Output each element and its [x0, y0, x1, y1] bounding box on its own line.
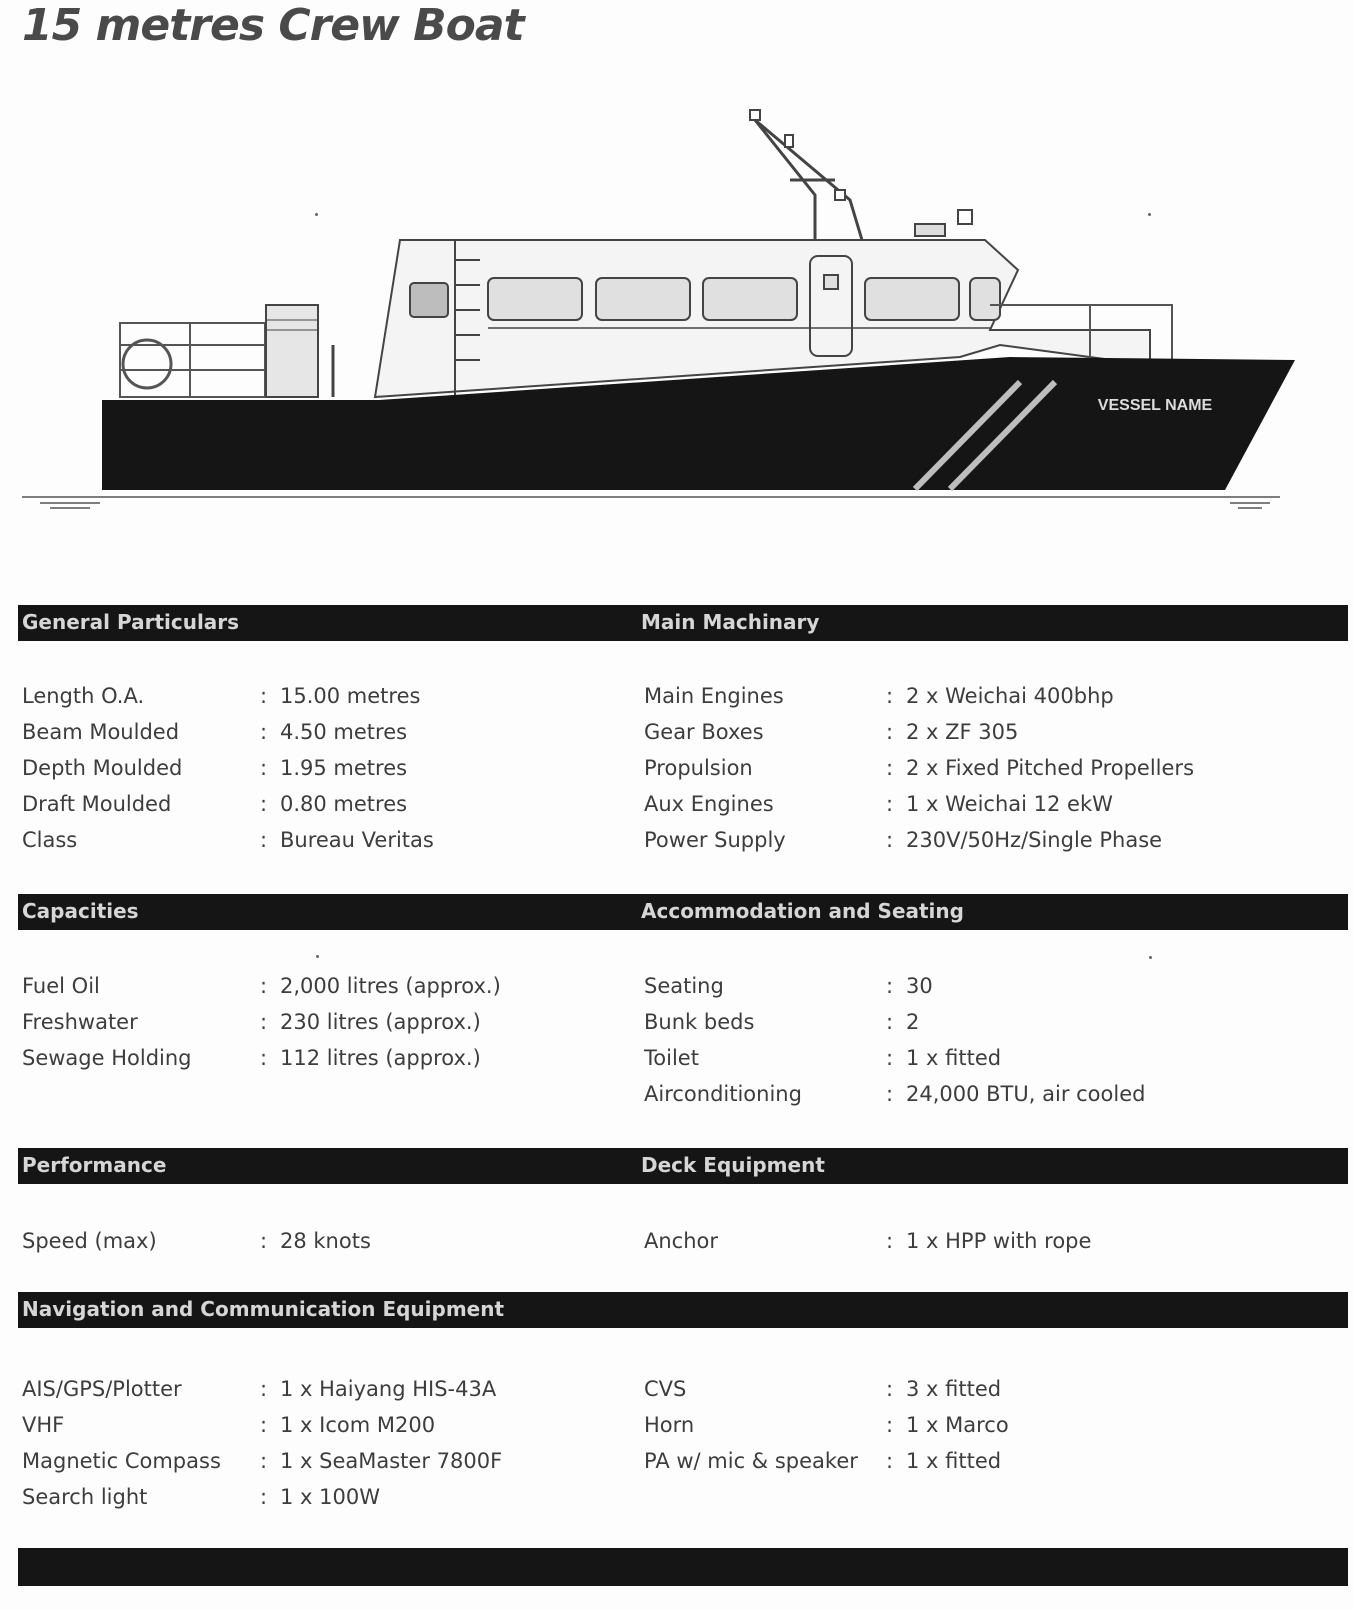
spec-label: Aux Engines — [644, 792, 774, 816]
spec-value: 15.00 metres — [280, 684, 421, 708]
spec-label: Toilet — [644, 1046, 699, 1070]
spec-label: Freshwater — [22, 1010, 138, 1034]
spec-label: Beam Moulded — [22, 720, 180, 744]
spec-value: 112 litres (approx.) — [280, 1046, 481, 1070]
header-accommodation: Accommodation and Seating — [641, 899, 964, 923]
scan-speck — [1149, 956, 1152, 959]
spec-value: 2 x ZF 305 — [906, 720, 1019, 744]
spec-value: 1 x SeaMaster 7800F — [280, 1449, 503, 1473]
spec-value: 230 litres (approx.) — [280, 1010, 481, 1034]
spec-separator: : — [260, 1229, 268, 1253]
header-capacities: Capacities — [22, 899, 139, 923]
spec-value: 230V/50Hz/Single Phase — [906, 828, 1163, 852]
section-bar-performance-deck — [18, 1148, 1348, 1184]
spec-label: CVS — [644, 1377, 687, 1401]
spec-label: Propulsion — [644, 756, 753, 780]
header-navigation: Navigation and Communication Equipment — [22, 1297, 505, 1321]
spec-value: 2,000 litres (approx.) — [280, 974, 501, 998]
spec-label: Class — [22, 828, 78, 852]
spec-label: Bunk beds — [644, 1010, 755, 1034]
page-title: 15 metres Crew Boat — [22, 0, 524, 51]
spec-value: 28 knots — [280, 1229, 371, 1253]
spec-value: 1 x HPP with rope — [906, 1229, 1092, 1253]
section-bar-capacities-accommodation — [18, 894, 1348, 930]
spec-label: Draft Moulded — [22, 792, 172, 816]
spec-label: Horn — [644, 1413, 695, 1437]
spec-value: 24,000 BTU, air cooled — [906, 1082, 1146, 1106]
spec-separator: : — [886, 1082, 894, 1106]
spec-separator: : — [886, 1413, 894, 1437]
scan-speck — [1148, 213, 1151, 216]
section-bar-navigation — [18, 1292, 1348, 1328]
mast — [750, 110, 972, 240]
spec-value: 1 x Weichai 12 ekW — [906, 792, 1113, 816]
spec-value: 1 x Marco — [906, 1413, 1009, 1437]
spec-separator: : — [260, 828, 268, 852]
spec-label: Fuel Oil — [22, 974, 100, 998]
spec-separator: : — [886, 828, 894, 852]
spec-value: 1 x fitted — [906, 1046, 1002, 1070]
header-deck-equipment: Deck Equipment — [641, 1153, 825, 1177]
spec-separator: : — [260, 756, 268, 780]
section-bar-general-machinery — [18, 605, 1348, 641]
spec-separator: : — [886, 1229, 894, 1253]
spec-separator: : — [260, 1485, 268, 1509]
scan-speck — [316, 955, 319, 958]
spec-value: Bureau Veritas — [280, 828, 434, 852]
spec-separator: : — [260, 1413, 268, 1437]
vessel-profile-drawing — [0, 0, 1353, 560]
spec-label: Gear Boxes — [644, 720, 764, 744]
spec-separator: : — [886, 684, 894, 708]
scan-speck — [315, 213, 318, 216]
section-bar-footer — [18, 1548, 1348, 1586]
spec-separator: : — [886, 756, 894, 780]
spec-separator: : — [886, 1377, 894, 1401]
spec-label: Depth Moulded — [22, 756, 183, 780]
engine-vent-box — [266, 305, 333, 397]
spec-label: Airconditioning — [644, 1082, 802, 1106]
spec-label: PA w/ mic & speaker — [644, 1449, 858, 1473]
aft-railing — [120, 323, 265, 397]
spec-value: 2 x Weichai 400bhp — [906, 684, 1114, 708]
header-main-machinary: Main Machinary — [641, 610, 820, 634]
spec-separator: : — [886, 1010, 894, 1034]
spec-label: Sewage Holding — [22, 1046, 192, 1070]
spec-label: AIS/GPS/Plotter — [22, 1377, 182, 1401]
spec-label: Seating — [644, 974, 724, 998]
spec-separator: : — [886, 974, 894, 998]
header-general-particulars: General Particulars — [22, 610, 240, 634]
spec-separator: : — [260, 684, 268, 708]
spec-label: VHF — [22, 1413, 65, 1437]
spec-value: 1 x Haiyang HIS-43A — [280, 1377, 497, 1401]
spec-separator: : — [260, 720, 268, 744]
spec-separator: : — [260, 1377, 268, 1401]
spec-value: 30 — [906, 974, 933, 998]
spec-value: 3 x fitted — [906, 1377, 1002, 1401]
spec-label: Main Engines — [644, 684, 784, 708]
spec-separator: : — [886, 720, 894, 744]
spec-separator: : — [260, 1010, 268, 1034]
spec-label: Search light — [22, 1485, 148, 1509]
spec-value: 2 x Fixed Pitched Propellers — [906, 756, 1195, 780]
spec-label: Anchor — [644, 1229, 719, 1253]
spec-separator: : — [260, 1046, 268, 1070]
spec-separator: : — [260, 974, 268, 998]
spec-value: 0.80 metres — [280, 792, 408, 816]
spec-value: 2 — [906, 1010, 920, 1034]
spec-value: 1 x fitted — [906, 1449, 1002, 1473]
spec-label: Speed (max) — [22, 1229, 157, 1253]
spec-value: 1.95 metres — [280, 756, 408, 780]
spec-separator: : — [260, 1449, 268, 1473]
spec-value: 1 x 100W — [280, 1485, 380, 1509]
spec-separator: : — [260, 792, 268, 816]
spec-separator: : — [886, 792, 894, 816]
vessel-name-label: VESSEL NAME — [1097, 397, 1213, 414]
spec-separator: : — [886, 1449, 894, 1473]
spec-value: 4.50 metres — [280, 720, 408, 744]
header-performance: Performance — [22, 1153, 167, 1177]
spec-separator: : — [886, 1046, 894, 1070]
spec-label: Power Supply — [644, 828, 786, 852]
spec-value: 1 x Icom M200 — [280, 1413, 436, 1437]
spec-label: Length O.A. — [22, 684, 145, 708]
spec-label: Magnetic Compass — [22, 1449, 221, 1473]
